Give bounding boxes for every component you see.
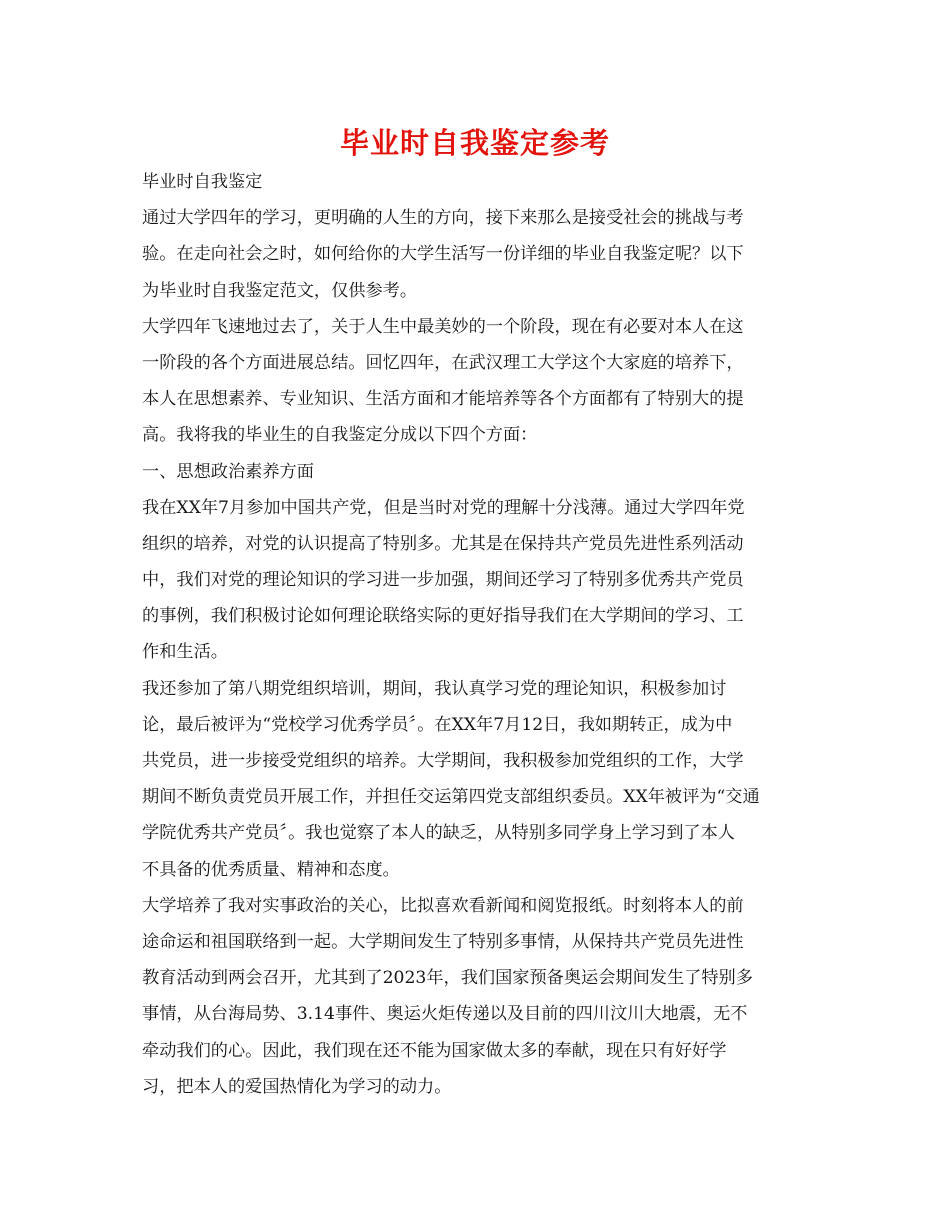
paragraph-line: 组织的培养，对党的认识提高了特别多。尤其是在保持共产党员先进性系列活动 (142, 533, 744, 554)
paragraph-line: 期间不断负责党员开展工作，并担任交运第四党支部组织委员。XX年被评为“交通 (142, 787, 760, 808)
section-heading: 一、思想政治素养方面 (142, 461, 314, 482)
paragraph-line: 大学四年飞速地过去了，关于人生中最美妙的一个阶段，现在有必要对本人在这 (142, 316, 744, 337)
paragraph-line: 论，最后被评为“党校学习优秀学员〞。在XX年7月12日，我如期转正，成为中 (142, 714, 733, 735)
paragraph-line: 我还参加了第八期党组织培训，期间，我认真学习党的理论知识，积极参加讨 (142, 678, 727, 699)
paragraph-line: 本人在思想素养、专业知识、生活方面和才能培养等各个方面都有了特别大的提 (142, 389, 744, 410)
paragraph-line: 牵动我们的心。因此，我们现在还不能为国家做太多的奉献，现在只有好好学 (142, 1040, 727, 1061)
paragraph-line: 中，我们对党的理论知识的学习进一步加强，期间还学习了特别多优秀共产党员 (142, 570, 744, 591)
paragraph-line: 的事例，我们积极讨论如何理论联络实际的更好指导我们在大学期间的学习、工 (142, 606, 744, 627)
paragraph-line: 不具备的优秀质量、精神和态度。 (142, 859, 400, 880)
paragraph-line: 为毕业时自我鉴定范文，仅供参考。 (142, 280, 418, 301)
paragraph-line: 我在XX年7月参加中国共产党，但是当时对党的理解十分浅薄。通过大学四年党 (142, 497, 745, 518)
document-body (142, 164, 810, 1105)
paragraph-line: 作和生活。 (142, 642, 228, 663)
paragraph-line: 教育活动到两会召开，尤其到了2023年，我们国家预备奥运会期间发生了特别多 (142, 968, 753, 989)
subtitle-line: 毕业时自我鉴定 (142, 172, 263, 192)
paragraph-line: 一阶段的各个方面进展总结。回忆四年，在武汉理工大学这个大家庭的培养下， (142, 352, 744, 373)
paragraph-line: 习，把本人的爱国热情化为学习的动力。 (142, 1076, 452, 1097)
document-title: 毕业时自我鉴定参考 (339, 126, 610, 160)
paragraph-line: 通过大学四年的学习，更明确的人生的方向，接下来那么是接受社会的挑战与考 (142, 208, 744, 229)
paragraph-line: 大学培养了我对实事政治的关心，比拟喜欢看新闻和阅览报纸。时刻将本人的前 (142, 895, 744, 916)
paragraph-line: 途命运和祖国联络到一起。大学期间发生了特别多事情，从保持共产党员先进性 (142, 931, 744, 952)
paragraph-line: 事情，从台海局势、3.14事件、奥运火炬传递以及目前的四川汶川大地震，无不 (142, 1004, 748, 1025)
paragraph-line: 学院优秀共产党员〞。我也觉察了本人的缺乏，从特别多同学身上学习到了本人 (142, 823, 735, 844)
paragraph-line: 共党员，进一步接受党组织的培养。大学期间，我积极参加党组织的工作，大学 (142, 751, 744, 771)
paragraph-line: 验。在走向社会之时，如何给你的大学生活写一份详细的毕业自我鉴定呢？以下 (142, 244, 744, 265)
paragraph-line: 高。我将我的毕业生的自我鉴定分成以下四个方面： (142, 425, 538, 446)
